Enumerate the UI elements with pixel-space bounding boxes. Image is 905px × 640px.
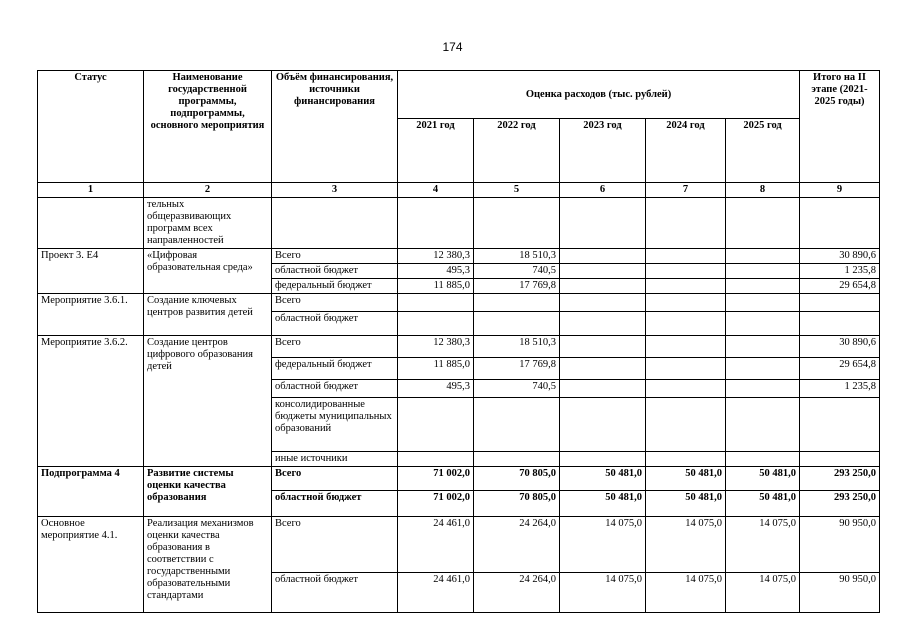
column-number: 7	[646, 183, 726, 198]
source-cell: федеральный бюджет	[272, 358, 398, 380]
value-cell: 71 002,0	[398, 491, 474, 517]
status-cell: Мероприятие 3.6.1.	[38, 294, 144, 336]
value-cell	[474, 452, 560, 467]
value-cell: 14 075,0	[726, 517, 800, 573]
value-cell	[726, 249, 800, 264]
value-cell	[726, 358, 800, 380]
value-cell: 11 885,0	[398, 279, 474, 294]
value-cell	[560, 264, 646, 279]
source-cell: Всего	[272, 517, 398, 573]
name-cell: «Цифровая образовательная среда»	[144, 249, 272, 294]
value-cell	[398, 294, 474, 312]
source-cell: федеральный бюджет	[272, 279, 398, 294]
source-cell: Всего	[272, 249, 398, 264]
header-year-2024: 2024 год	[646, 119, 726, 183]
value-cell	[726, 279, 800, 294]
page-number: 174	[442, 40, 463, 54]
value-cell: 14 075,0	[646, 573, 726, 613]
source-cell: областной бюджет	[272, 380, 398, 398]
column-number: 8	[726, 183, 800, 198]
value-cell	[646, 264, 726, 279]
value-cell	[726, 380, 800, 398]
value-cell	[560, 249, 646, 264]
name-cell: Создание центров цифрового образования детей	[144, 336, 272, 467]
source-cell: областной бюджет	[272, 264, 398, 279]
source-cell: иные источники	[272, 452, 398, 467]
source-cell: Всего	[272, 294, 398, 312]
total-cell: 29 654,8	[800, 279, 880, 294]
value-cell: 18 510,3	[474, 249, 560, 264]
total-cell	[800, 452, 880, 467]
column-number: 1	[38, 183, 144, 198]
budget-table	[37, 70, 880, 613]
value-cell: 18 510,3	[474, 336, 560, 358]
header-year-2021: 2021 год	[398, 119, 474, 183]
value-cell: 740,5	[474, 380, 560, 398]
status-cell: Проект 3. Е4	[38, 249, 144, 294]
value-cell	[398, 398, 474, 452]
value-cell	[474, 312, 560, 336]
value-cell	[646, 380, 726, 398]
name-cell: Развитие системы оценки качества образования	[144, 467, 272, 517]
table-row	[38, 336, 880, 358]
value-cell: 50 481,0	[646, 491, 726, 517]
value-cell: 740,5	[474, 264, 560, 279]
value-cell: 70 805,0	[474, 491, 560, 517]
value-cell	[560, 312, 646, 336]
header-year-2025: 2025 год	[726, 119, 800, 183]
value-cell	[646, 249, 726, 264]
total-cell: 90 950,0	[800, 573, 880, 613]
value-cell: 17 769,8	[474, 358, 560, 380]
header-estimate: Оценка расходов (тыс. рублей)	[398, 71, 800, 119]
table-row	[38, 294, 880, 312]
value-cell: 50 481,0	[646, 467, 726, 491]
source-cell: Всего	[272, 336, 398, 358]
value-cell: 14 075,0	[646, 517, 726, 573]
total-cell: 293 250,0	[800, 491, 880, 517]
total-cell	[800, 294, 880, 312]
value-cell	[560, 358, 646, 380]
value-cell: 14 075,0	[726, 573, 800, 613]
value-cell: 24 264,0	[474, 517, 560, 573]
source-cell: Всего	[272, 467, 398, 491]
value-cell	[560, 279, 646, 294]
table-row	[38, 249, 880, 264]
source-cell: областной бюджет	[272, 573, 398, 613]
value-cell	[560, 398, 646, 452]
value-cell	[560, 380, 646, 398]
value-cell	[474, 398, 560, 452]
value-cell	[646, 452, 726, 467]
source-cell: областной бюджет	[272, 491, 398, 517]
value-cell: 24 264,0	[474, 573, 560, 613]
value-cell	[726, 452, 800, 467]
value-cell	[560, 336, 646, 358]
value-cell	[646, 398, 726, 452]
value-cell: 70 805,0	[474, 467, 560, 491]
value-cell	[398, 312, 474, 336]
value-cell: 24 461,0	[398, 517, 474, 573]
total-cell: 1 235,8	[800, 380, 880, 398]
value-cell	[560, 452, 646, 467]
table-row	[38, 467, 880, 491]
value-cell	[646, 294, 726, 312]
value-cell: 24 461,0	[398, 573, 474, 613]
value-cell: 12 380,3	[398, 336, 474, 358]
header-year-2022: 2022 год	[474, 119, 560, 183]
source-cell: консолидированные бюджеты муниципальных образований	[272, 398, 398, 452]
value-cell	[646, 358, 726, 380]
status-cell: Основное мероприятие 4.1.	[38, 517, 144, 613]
value-cell	[646, 312, 726, 336]
value-cell	[560, 294, 646, 312]
value-cell	[726, 336, 800, 358]
value-cell: 50 481,0	[726, 467, 800, 491]
source-cell: областной бюджет	[272, 312, 398, 336]
total-cell	[800, 398, 880, 452]
column-number: 2	[144, 183, 272, 198]
value-cell	[726, 398, 800, 452]
value-cell: 50 481,0	[560, 467, 646, 491]
value-cell	[646, 336, 726, 358]
total-cell: 90 950,0	[800, 517, 880, 573]
table-body	[38, 198, 880, 613]
value-cell	[398, 452, 474, 467]
value-cell: 71 002,0	[398, 467, 474, 491]
total-cell: 293 250,0	[800, 467, 880, 491]
value-cell	[474, 294, 560, 312]
column-number: 9	[800, 183, 880, 198]
status-cell: Мероприятие 3.6.2.	[38, 336, 144, 467]
status-cell: Подпрограмма 4	[38, 467, 144, 517]
total-cell	[800, 312, 880, 336]
header-year-2023: 2023 год	[560, 119, 646, 183]
column-number: 6	[560, 183, 646, 198]
column-number: 4	[398, 183, 474, 198]
value-cell	[726, 264, 800, 279]
column-number: 5	[474, 183, 560, 198]
header-volume: Объём финансирования, источники финансирования	[272, 71, 398, 183]
column-number-row	[38, 183, 880, 198]
name-cell: Реализация механизмов оценки качества образования в соответствии с государственными образовательными стандартами	[144, 517, 272, 613]
total-cell: 30 890,6	[800, 249, 880, 264]
total-cell: 1 235,8	[800, 264, 880, 279]
value-cell	[726, 294, 800, 312]
total-cell: 30 890,6	[800, 336, 880, 358]
continuation-text: тельных общеразвивающих программ всех направленностей	[144, 198, 272, 249]
name-cell: Создание ключевых центров развития детей	[144, 294, 272, 336]
header-status: Статус	[38, 71, 144, 183]
column-number: 3	[272, 183, 398, 198]
value-cell: 14 075,0	[560, 573, 646, 613]
value-cell	[726, 312, 800, 336]
continuation-row	[38, 198, 880, 249]
value-cell: 12 380,3	[398, 249, 474, 264]
value-cell: 495,3	[398, 264, 474, 279]
value-cell: 14 075,0	[560, 517, 646, 573]
value-cell: 50 481,0	[726, 491, 800, 517]
value-cell: 50 481,0	[560, 491, 646, 517]
header-total: Итого на II этапе (2021-2025 годы)	[800, 71, 880, 183]
total-cell: 29 654,8	[800, 358, 880, 380]
value-cell: 495,3	[398, 380, 474, 398]
header-name: Наименование государственной программы, подпрограммы, основного мероприятия	[144, 71, 272, 183]
value-cell: 11 885,0	[398, 358, 474, 380]
table-row	[38, 517, 880, 573]
value-cell	[646, 279, 726, 294]
value-cell: 17 769,8	[474, 279, 560, 294]
